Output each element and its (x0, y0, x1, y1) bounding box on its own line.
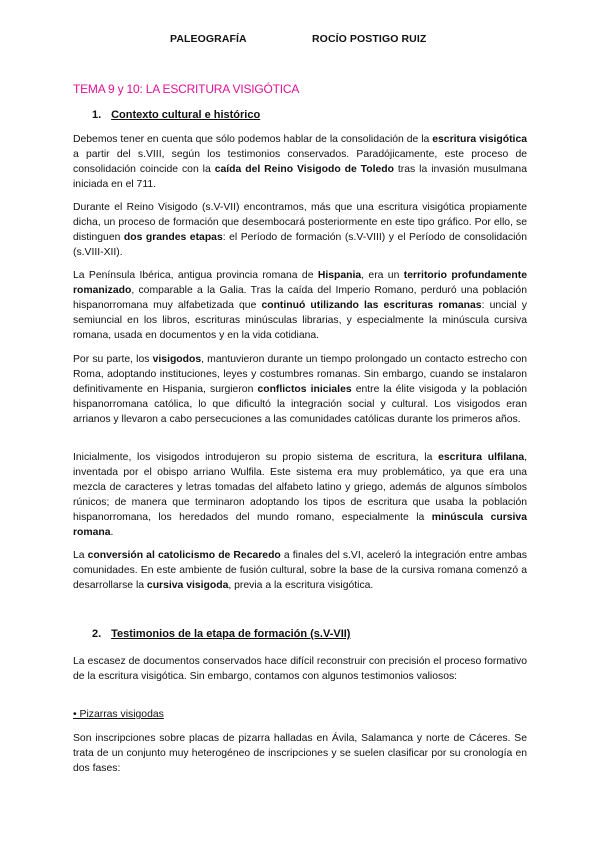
section-label: Testimonios de la etapa de formación (s.V-VII) (111, 628, 351, 640)
text-run: La (73, 550, 88, 561)
subheading-pizarras: • Pizarras visigodas (73, 709, 164, 720)
text-run: a partir del s.VIII, según los testimonios conservados. Paradójicamente, este proceso de consolidación coincide con la (73, 149, 527, 175)
header-author: ROCÍO POSTIGO RUIZ (312, 33, 427, 45)
text-run: , comparable a la Galia. Tras la caída del Imperio Romano, perduró una población hispanorromana muy alfabetizada que (73, 285, 527, 311)
text-run: La Península Ibérica, antigua provincia romana de (73, 270, 318, 281)
bold-run: escritura visigótica (432, 134, 528, 145)
section-number: 1. (92, 109, 102, 121)
bold-run: dos grandes etapas (123, 232, 223, 243)
bold-run: territorio profundamente romanizado (73, 270, 528, 296)
bold-run: Hispania (317, 270, 362, 281)
text-run: : uncial y semiuncial en los libros, escrituras minúsculas librarias, y especialmente la minúscula cursiva romana, usada en documentos y en la vida cotidiana. (73, 300, 528, 341)
text-run: Son inscripciones sobre placas de pizarra halladas en Ávila, Salamanca y norte de Cáceres. Se trata de un conjunto muy heterogéneo de inscripciones y se suelen clasificar por su cronología en dos fases: (73, 733, 527, 774)
document-title: TEMA 9 y 10: LA ESCRITURA VISIGÓTICA (73, 82, 300, 96)
bold-run: cursiva visigoda (146, 580, 229, 591)
text-run: , previa a la escritura visigótica. (228, 580, 374, 591)
paragraph-7 (73, 654, 527, 684)
paragraph-4 (73, 352, 527, 427)
paragraph-6 (73, 548, 527, 593)
section-heading-2 (92, 628, 350, 640)
text-run: . (110, 527, 114, 538)
text-run: , era un (361, 270, 404, 281)
text-run: entre la élite visigoda y la población hispanorromana católica, lo que dificultó la integración social y cultural. Los visigodos eran arrianos y llevaron a cabo persecuciones a las comunidades católicas durante los primeros años. (73, 384, 528, 425)
text-run: Durante el Reino Visigodo (s.V-VII) encontramos, más que una escritura visigótica propiamente dicha, un proceso de formación que desembocará posteriormente en este tipo gráfico. Por ello, se distinguen (73, 202, 527, 243)
text-run: Inicialmente, los visigodos introdujeron su propio sistema de escritura, la (73, 452, 439, 463)
text-run: , mantuvieron durante un tiempo prolongado un contacto estrecho con Roma, adoptando instituciones, leyes y costumbres romanas. Sin embargo, cuando se instalaron definitivamente en Hispania, surgieron (73, 354, 528, 395)
paragraph-3 (73, 268, 527, 343)
bold-run: conflictos iniciales (257, 384, 352, 395)
text-run: a finales del s.VI, aceleró la integración entre ambas comunidades. En este ambiente de fusión cultural, sobre la base de la cursiva romana comenzó a desarrollarse la (73, 550, 527, 591)
bold-run: conversión al catolicismo de Recaredo (87, 550, 281, 561)
header-subject: PALEOGRAFÍA (170, 33, 247, 45)
section-label: Contexto cultural e histórico (111, 109, 261, 121)
bold-run: caída del Reino Visigodo de Toledo (214, 164, 394, 175)
text-run: , inventada por el obispo arriano Wulfila. Este sistema era muy problemático, ya que era una mezcla de caracteres y letras tomadas del alfabeto latino y griego, además de algunos símbolos rúnicos; de manera que terminaron adoptando los tipos de escritura que usaba la población hispanorromana, los heredados del mundo romano, especialmente la (73, 452, 527, 523)
text-run: tras la invasión musulmana iniciada en el 711. (73, 164, 527, 190)
bold-run: visigodos (152, 354, 202, 365)
text-run: La escasez de documentos conservados hace difícil reconstruir con precisión el proceso formativo de la escritura visigótica. Sin embargo, contamos con algunos testimonios valiosos: (73, 656, 527, 682)
text-run: Debemos tener en cuenta que sólo podemos hablar de la consolidación de la (73, 134, 433, 145)
paragraph-2 (73, 200, 527, 260)
bold-run: minúscula cursiva romana (73, 512, 527, 538)
text-run: Por su parte, los (73, 354, 153, 365)
section-number: 2. (92, 628, 102, 640)
paragraph-8 (73, 731, 527, 776)
paragraph-1 (73, 132, 527, 192)
bold-run: escritura ulfilana (438, 452, 525, 463)
paragraph-5 (73, 450, 527, 540)
text-run: : el Período de formación (s.V-VIII) y el Período de consolidación (s.VIII-XII). (73, 232, 527, 258)
bold-run: continuó utilizando las escrituras romanas (261, 300, 482, 311)
section-heading-1 (92, 109, 260, 121)
